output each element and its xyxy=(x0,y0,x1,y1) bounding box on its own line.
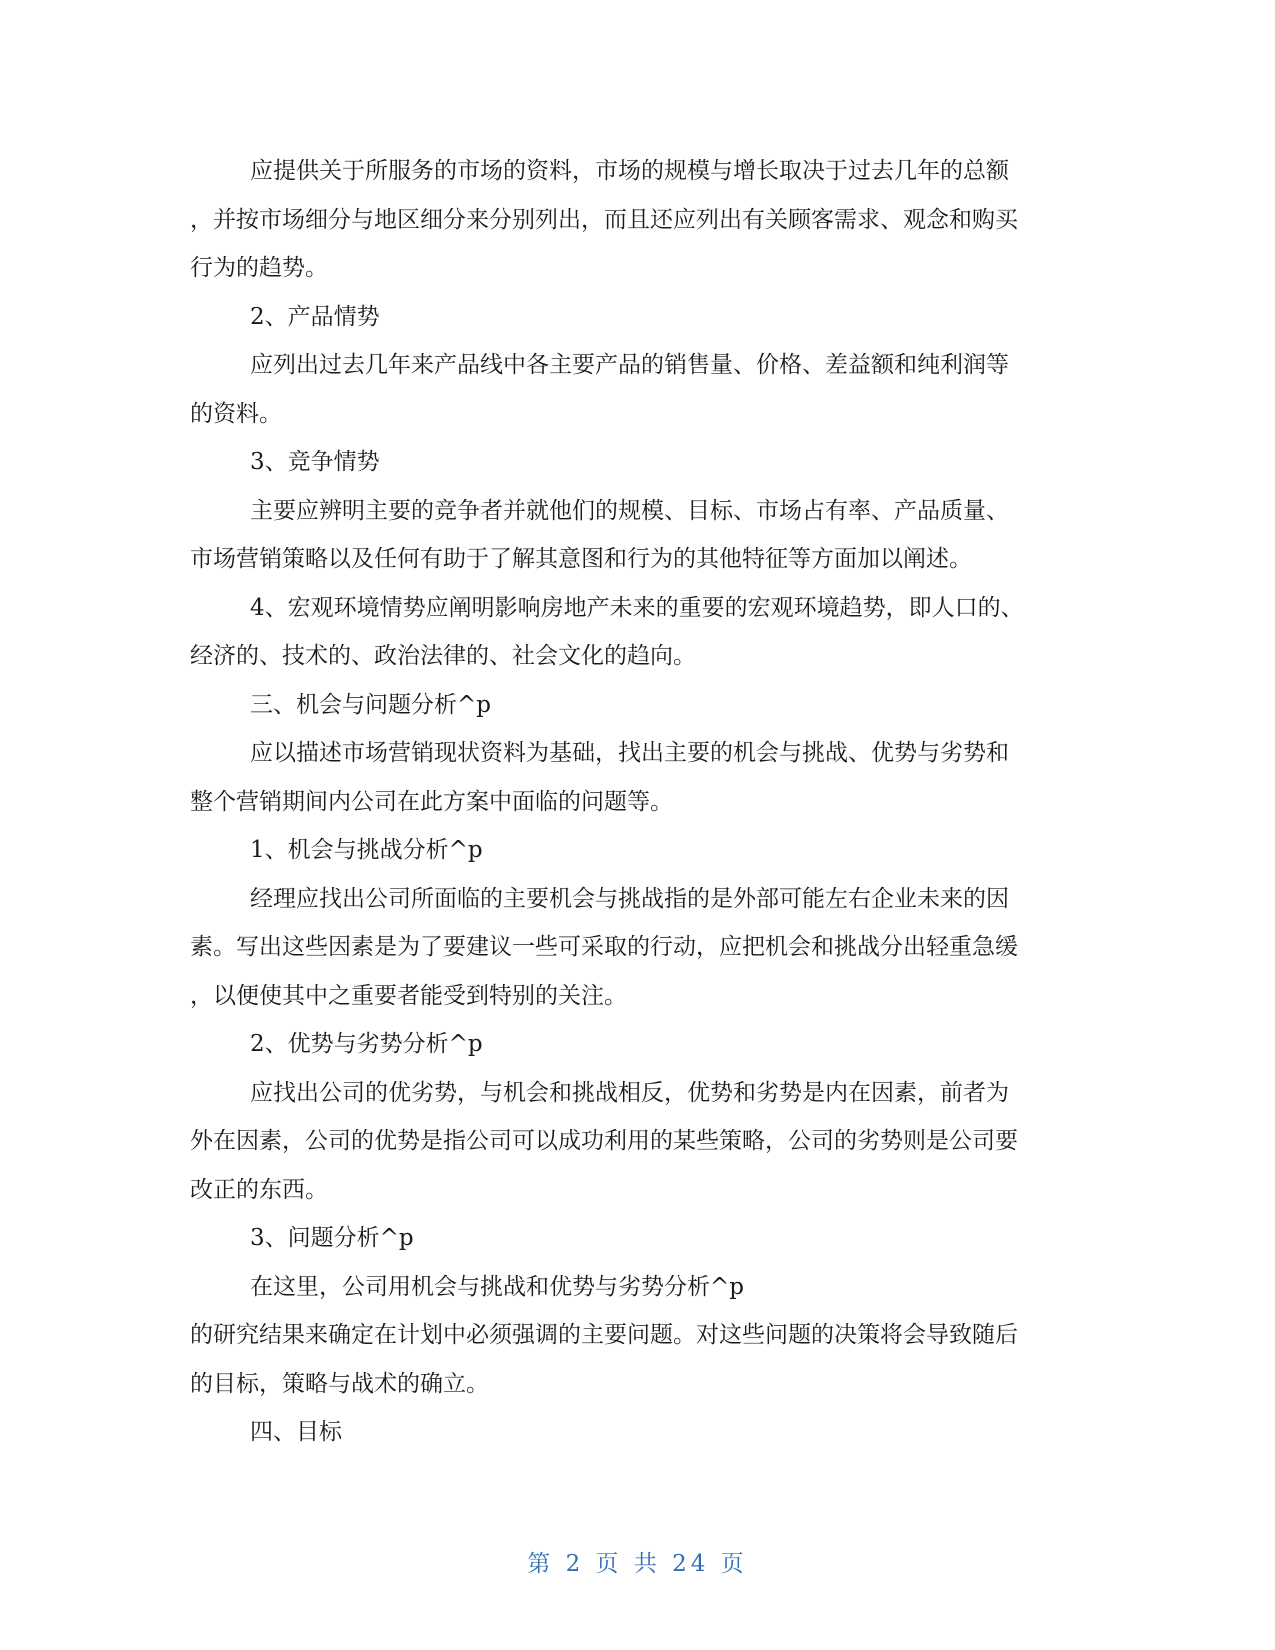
section-heading: 3、竞争情势 xyxy=(250,449,380,475)
paragraph-line: 4、宏观环境情势应阐明影响房地产未来的重要的宏观环境趋势，即人口的、 xyxy=(250,594,1024,621)
paragraph-line: 的资料。 xyxy=(190,400,282,427)
section-heading: 2、优势与劣势分析^p xyxy=(250,1031,483,1057)
paragraph-line: 在这里，公司用机会与挑战和优势与劣势分析^p xyxy=(250,1273,744,1300)
paragraph-line: ，以便使其中之重要者能受到特别的关注。 xyxy=(190,982,627,1009)
page-footer: 第 2 页 共 24 页 xyxy=(527,1551,748,1577)
paragraph-line: 应提供关于所服务的市场的资料，市场的规模与增长取决于过去几年的总额 xyxy=(250,158,1009,184)
paragraph-line: 经理应找出公司所面临的主要机会与挑战指的是外部可能左右企业未来的因 xyxy=(250,885,1009,912)
paragraph-line: 外在因素，公司的优势是指公司可以成功利用的某些策略，公司的劣势则是公司要 xyxy=(190,1128,1018,1154)
paragraph-line: 行为的趋势。 xyxy=(190,255,328,281)
paragraph-line: 的目标，策略与战术的确立。 xyxy=(190,1370,489,1397)
paragraph-line: 主要应辨明主要的竞争者并就他们的规模、目标、市场占有率、产品质量、 xyxy=(250,497,1009,524)
paragraph-line: 的研究结果来确定在计划中必须强调的主要问题。对这些问题的决策将会导致随后 xyxy=(190,1322,1018,1348)
section-heading: 2、产品情势 xyxy=(250,303,380,330)
section-heading: 3、问题分析^p xyxy=(250,1225,414,1251)
paragraph-line: 应列出过去几年来产品线中各主要产品的销售量、价格、差益额和纯利润等 xyxy=(250,352,1009,378)
section-heading: 1、机会与挑战分析^p xyxy=(250,837,483,863)
paragraph-line: ，并按市场细分与地区细分来分别列出，而且还应列出有关顾客需求、观念和购买 xyxy=(190,206,1018,233)
paragraph-line: 经济的、技术的、政治法律的、社会文化的趋向。 xyxy=(190,643,696,669)
section-heading: 三、机会与问题分析^p xyxy=(250,691,491,718)
paragraph-line: 市场营销策略以及任何有助于了解其意图和行为的其他特征等方面加以阐述。 xyxy=(190,546,972,572)
paragraph-line: 改正的东西。 xyxy=(190,1176,328,1203)
paragraph-line: 整个营销期间内公司在此方案中面临的问题等。 xyxy=(190,788,673,815)
section-heading: 四、目标 xyxy=(250,1419,342,1445)
paragraph-line: 素。写出这些因素是为了要建议一些可采取的行动，应把机会和挑战分出轻重急缓 xyxy=(190,934,1018,960)
document-body xyxy=(190,147,1100,1457)
paragraph-line: 应找出公司的优劣势，与机会和挑战相反，优势和劣势是内在因素，前者为 xyxy=(250,1079,1009,1106)
paragraph-line: 应以描述市场营销现状资料为基础，找出主要的机会与挑战、优势与劣势和 xyxy=(250,740,1009,766)
